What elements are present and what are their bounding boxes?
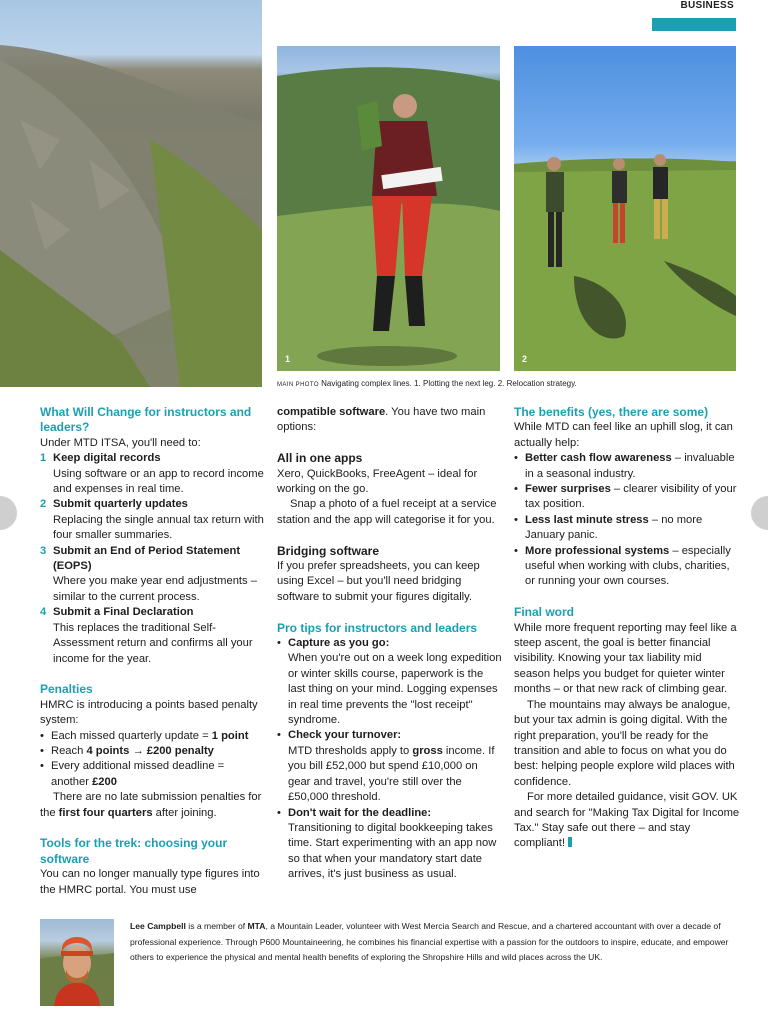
caption-part-1: 1. Plotting the next leg. [414,379,496,388]
photo-number-1: 1 [285,354,291,364]
end-mark-icon [568,837,572,847]
column-2 [277,405,502,883]
penalties-note: There are no late submission penalties for the first four quarters after joining. [40,791,262,819]
step-description: This replaces the traditional Self-Assessment return and confirms all your income for the year. [53,621,253,665]
heading-pro-tips: Pro tips for instructors and leaders [277,620,478,635]
hiker-with-map-illustration [277,46,500,371]
heading-bridging-software: Bridging software [277,543,380,558]
photo-number-2: 2 [522,354,528,364]
author-photo [40,919,114,1006]
author-name: Lee Campbell [130,921,186,931]
step-item [40,544,265,606]
benefit-bullet: • More professional systems – especially useful when working with clubs, charities, or running your own courses. [514,544,740,590]
step-item [40,605,265,667]
tip-item: • Capture as you go: When you're out on a week long expedition or winter skills course, paperwork is the last thing on your mind. Logging expenses in real time prevents the "lost receipt" syndrome. [277,636,502,728]
tools-continued: compatible software. You have two main options: [277,406,486,434]
section-label: BUSINESS [680,0,734,11]
bridging-paragraph: If you prefer spreadsheets, you can keep using Excel – but you'll need bridging software to submit your figures digitally. [277,560,480,603]
benefit-bullet: • Less last minute stress – no more January panic. [514,513,740,544]
heading-all-in-one-apps: All in one apps [277,451,363,466]
step-title: Submit a Final Declaration [53,606,194,619]
final-word-paragraph-3: For more detailed guidance, visit GOV. UK and search for "Making Tax Digital for Income Tax." Stay safe out there – and stay compliant! [514,791,740,850]
photo-plotting-next-leg [277,46,500,371]
previous-page-button[interactable] [0,496,17,530]
group-of-hikers-illustration [514,46,736,371]
final-word-paragraph-2: The mountains may always be analogue, but your tax admin is going digital. With the right preparation, you'll be ready for the transition and able to focus on what you do best: helping people explore wild places with confidence. [514,698,735,788]
heading-what-will-change: What Will Change for instructors and leaders? [40,405,252,435]
heading-benefits: The benefits (yes, there are some) [514,405,709,419]
caption-label: MAIN PHOTO [277,382,319,388]
caption-part-2: 2. Relocation strategy. [497,379,577,388]
tip-item: • Don't wait for the deadline: Transitioning to digital bookkeeping takes time. Start experimenting with an app now so that when your mandatory start date arrives, it's just business as usual. [277,806,502,883]
author-bio: Lee Campbell is a member of MTA, a Mountain Leader, volunteer with West Mercia Search and Rescue, and a chartered accountant with over a decade of professional experience. Through P600 Mountaineering, he combines his financial expertise with a passion for the outdoors to inspire, educate, and empower others to experience the physical and mental health benefits of exploring the Shropshire Hills and wild places across the UK. [130,921,729,963]
step-description: Where you make year end adjustments – similar to the current process. [53,575,257,603]
step-item [40,451,265,497]
caption-main: Navigating complex lines. [321,379,412,388]
heading-final-word: Final word [514,605,574,620]
step-description: Replacing the single annual tax return with four smaller summaries. [53,513,264,542]
mtd-intro: Under MTD ITSA, you'll need to: [40,436,201,449]
next-page-button[interactable] [751,496,768,530]
step-number: 4 [40,606,47,619]
photo-relocation-strategy [514,46,736,371]
heading-tools-for-the-trek: Tools for the trek: choosing your software [40,836,228,866]
step-title: Submit an End of Period Statement (EOPS) [53,544,241,573]
heading-penalties: Penalties [40,682,93,697]
step-number: 2 [40,498,47,511]
step-number: 1 [40,452,47,465]
column-1 [40,405,265,898]
benefit-bullet: • Fewer surprises – clearer visibility of your tax position. [514,482,740,513]
column-3 [514,405,740,852]
step-title: Keep digital records [53,452,161,465]
section-accent-bar [652,18,736,31]
main-photo [0,0,262,387]
apps-paragraph-2: Snap a photo of a fuel receipt at a service station and the app will categorise it for you. [277,498,497,526]
final-word-paragraph-1: While more frequent reporting may feel like a steep ascent, the goal is better financial visibility. Knowing your tax liability mid season helps you budget for quieter winter months – or that new rack of climbing gear. [514,621,737,696]
step-number: 3 [40,544,47,557]
penalty-bullet: • Every additional missed deadline = another £200 [40,759,265,790]
step-description: Using software or an app to record income and expenses in real time. [53,467,264,496]
step-item [40,497,265,543]
apps-paragraph: Xero, QuickBooks, FreeAgent – ideal for working on the go. [277,467,478,496]
penalties-intro: HMRC is introducing a points based penalty system: [40,698,258,727]
step-title: Submit quarterly updates [53,498,188,511]
mountain-slope-illustration [0,0,262,387]
tools-text: You can no longer manually type figures into the HMRC portal. You must use [40,868,260,896]
author-portrait-illustration [40,919,114,1006]
photo-caption [277,379,577,388]
penalty-bullet: • Each missed quarterly update = 1 point [40,729,265,744]
benefits-intro: While MTD can feel like an uphill slog, it can actually help: [514,421,733,449]
tip-item: • Check your turnover: MTD thresholds apply to gross income. If you bill £52,000 but spend £10,000 on gear and travel, you're still over the £50,000 threshold. [277,728,502,805]
benefit-bullet: • Better cash flow awareness – invaluable in a seasonal industry. [514,451,740,482]
penalty-bullet: • Reach 4 points → £200 penalty [40,744,265,759]
